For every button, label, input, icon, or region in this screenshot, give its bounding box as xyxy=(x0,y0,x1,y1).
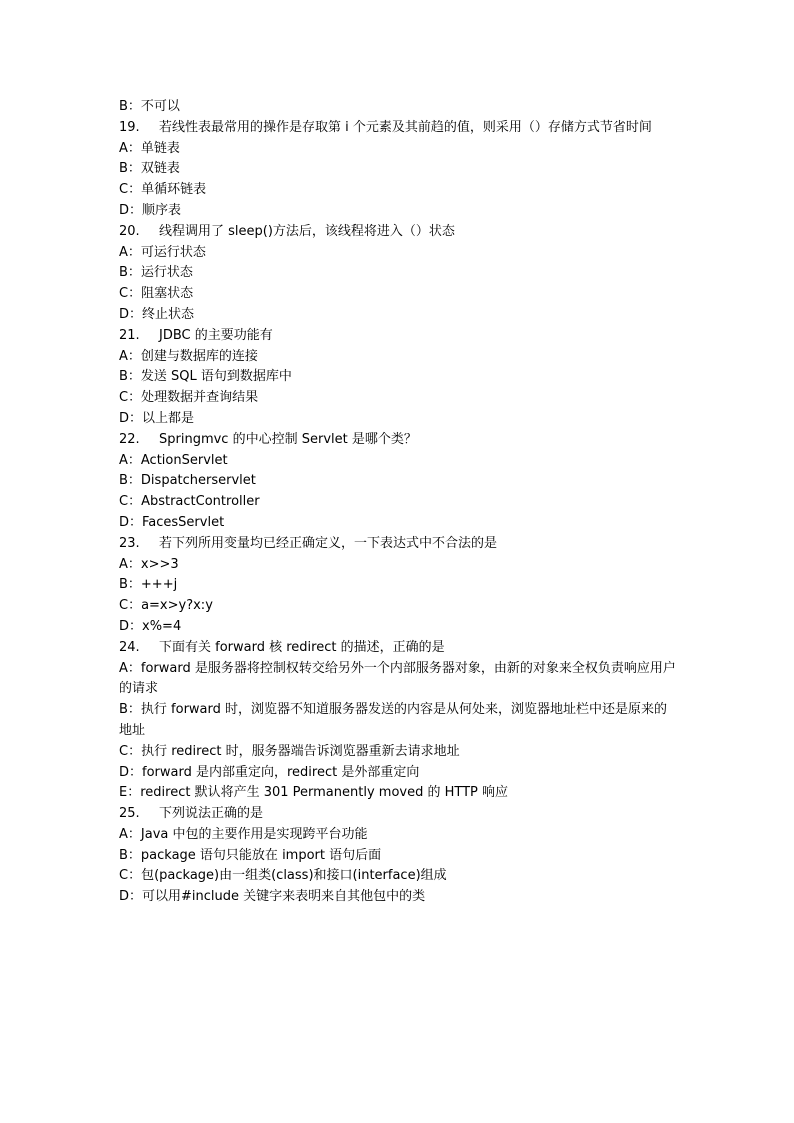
answer-option: C：a=x>y?x:y xyxy=(119,598,213,614)
question-number: 22. xyxy=(119,431,140,447)
question-text: 下面有关 forward 核 redirect 的描述，正确的是 xyxy=(159,639,445,655)
question-24 xyxy=(119,638,679,659)
answer-option: E：redirect 默认将产生 301 Permanently moved 的 HTTP 响应 xyxy=(119,785,509,801)
question-text: 若线性表最常用的操作是存取第 i 个元素及其前趋的值，则采用（）存储方式节省时间 xyxy=(159,119,652,135)
question-number: 23. xyxy=(119,535,140,551)
answer-option: C：执行 redirect 时，服务器端告诉浏览器重新去请求地址 xyxy=(119,743,460,759)
answer-option: C：处理数据并查询结果 xyxy=(119,390,259,406)
answer-option: B：双链表 xyxy=(119,161,180,177)
question-text: JDBC 的主要功能有 xyxy=(159,327,273,343)
answer-option: B：发送 SQL 语句到数据库中 xyxy=(119,369,292,385)
answer-option: A：Java 中包的主要作用是实现跨平台功能 xyxy=(119,826,368,842)
answer-option: D：可以用#include 关键字来表明来自其他包中的类 xyxy=(119,889,426,905)
answer-option: A：ActionServlet xyxy=(119,452,228,468)
answer-option: C：AbstractController xyxy=(119,494,260,510)
question-number: 21. xyxy=(119,327,140,343)
question-22 xyxy=(119,430,679,451)
answer-option: A：x>>3 xyxy=(119,556,179,572)
question-text: Springmvc 的中心控制 Servlet 是哪个类？ xyxy=(159,431,417,447)
question-25 xyxy=(119,804,679,825)
question-23 xyxy=(119,534,679,555)
answer-option: D：FacesServlet xyxy=(119,514,225,530)
answer-option: B：package 语句只能放在 import 语句后面 xyxy=(119,847,382,863)
question-text: 线程调用了 sleep()方法后，该线程将进入（）状态 xyxy=(159,223,455,239)
question-number: 19. xyxy=(119,119,140,135)
answer-option: D：x%=4 xyxy=(119,618,182,634)
document-body xyxy=(119,97,679,908)
question-21 xyxy=(119,326,679,347)
question-number: 25. xyxy=(119,806,140,822)
answer-option: C：阻塞状态 xyxy=(119,286,194,302)
answer-option: A：可运行状态 xyxy=(119,244,206,260)
question-number: 20. xyxy=(119,223,140,239)
answer-option: A：创建与数据库的连接 xyxy=(119,348,258,364)
question-text: 若下列所用变量均已经正确定义，一下表达式中不合法的是 xyxy=(159,535,498,551)
question-text: 下列说法正确的是 xyxy=(159,806,264,822)
answer-option: B：执行 forward 时，浏览器不知道服务器发送的内容是从何处来，浏览器地址栏中还是原来的地址 xyxy=(119,702,668,738)
answer-option: C：包(package)由一组类(class)和接口(interface)组成 xyxy=(119,868,447,884)
answer-option: C：单循环链表 xyxy=(119,182,207,198)
answer-option: B：+++j xyxy=(119,577,178,593)
answer-option: D：forward 是内部重定向，redirect 是外部重定向 xyxy=(119,764,420,780)
question-19 xyxy=(119,118,679,139)
answer-option: D：终止状态 xyxy=(119,306,195,322)
answer-option: B：运行状态 xyxy=(119,265,193,281)
answer-option: D：顺序表 xyxy=(119,202,182,218)
question-number: 24. xyxy=(119,639,140,655)
answer-option: A：单链表 xyxy=(119,140,180,156)
answer-option: B：Dispatcherservlet xyxy=(119,473,256,489)
answer-option: A：forward 是服务器将控制权转交给另外一个内部服务器对象，由新的对象来全权负责响应用户的请求 xyxy=(119,660,676,697)
answer-option: D：以上都是 xyxy=(119,410,195,426)
question-20 xyxy=(119,222,679,243)
answer-option: B：不可以 xyxy=(119,99,180,114)
